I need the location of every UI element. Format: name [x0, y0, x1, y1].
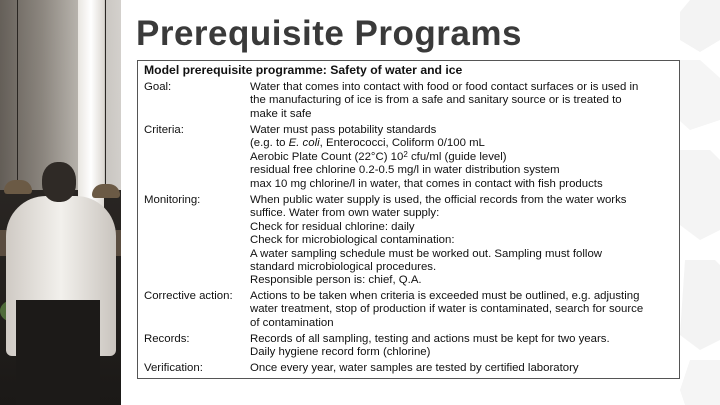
- row-text: [250, 333, 674, 360]
- text-line: the manufacturing of ice is from a safe and sanitary source or is treated to: [250, 94, 622, 107]
- row-label: Criteria:: [144, 124, 184, 136]
- text-line: residual free chlorine 0.2-0.5 mg/l in water distribution system: [250, 164, 560, 177]
- text-span: , Enterococci, Coliform 0/100 mL: [319, 137, 485, 150]
- text-line: of contamination: [250, 316, 334, 329]
- row-label: Corrective action:: [144, 290, 233, 302]
- chef-photo: [0, 0, 121, 405]
- text-line: Water must pass potability standards: [250, 124, 437, 136]
- page-title: Prerequisite Programs: [136, 14, 522, 53]
- text-line: Daily hygiene record form (chlorine): [250, 346, 431, 359]
- row-label: Records:: [144, 333, 190, 345]
- photo-pendant-lamp: [4, 180, 32, 194]
- photo-lamp-wire: [17, 0, 18, 182]
- row-text: [250, 290, 674, 330]
- photo-chef-head: [42, 162, 76, 202]
- prerequisite-table: [137, 60, 680, 379]
- text-line: When public water supply is used, the official records from the water works: [250, 194, 627, 206]
- text-line: standard microbiological procedures.: [250, 261, 437, 274]
- photo-lamp-wire: [105, 0, 106, 186]
- photo-pendant-lamp: [92, 184, 120, 198]
- text-line: [250, 137, 674, 150]
- table-heading: Model prerequisite programme: Safety of water and ice: [144, 63, 463, 77]
- row-text: [250, 81, 674, 121]
- photo-chef-apron: [16, 300, 100, 405]
- text-span: cfu/ml (guide level): [407, 150, 507, 163]
- row-label: Goal:: [144, 81, 172, 93]
- italic-organism: E. coli: [288, 137, 320, 150]
- text-line: A water sampling schedule must be worked out. Sampling must follow: [250, 247, 603, 260]
- text-line: max 10 mg chlorine/l in water, that comes in contact with fish products: [250, 177, 603, 190]
- text-line: Responsible person is: chief, Q.A.: [250, 274, 422, 287]
- row-label: Monitoring:: [144, 194, 201, 206]
- superscript: 2: [403, 149, 408, 159]
- text-line: water treatment, stop of production if water is contaminated, search for source: [250, 303, 644, 316]
- text-line: make it safe: [250, 107, 312, 120]
- text-line: Water that comes into contact with food or food contact surfaces or is used in: [250, 81, 639, 93]
- row-text: [250, 194, 674, 288]
- text-line: suffice. Water from own water supply:: [250, 207, 440, 220]
- text-line: Check for residual chlorine: daily: [250, 220, 415, 233]
- text-line: Records of all sampling, testing and actions must be kept for two years.: [250, 333, 610, 345]
- text-line: Once every year, water samples are tested by certified laboratory: [250, 362, 579, 374]
- row-label: Verification:: [144, 362, 203, 374]
- text-span: (e.g. to: [250, 137, 289, 150]
- text-line: [250, 151, 674, 164]
- text-line: Check for microbiological contamination:: [250, 234, 455, 247]
- row-text: [250, 362, 674, 375]
- text-line: Actions to be taken when criteria is exceeded must be outlined, e.g. adjusting: [250, 290, 640, 302]
- row-text: [250, 124, 674, 191]
- text-span: Aerobic Plate Count (22°C) 10: [250, 150, 404, 163]
